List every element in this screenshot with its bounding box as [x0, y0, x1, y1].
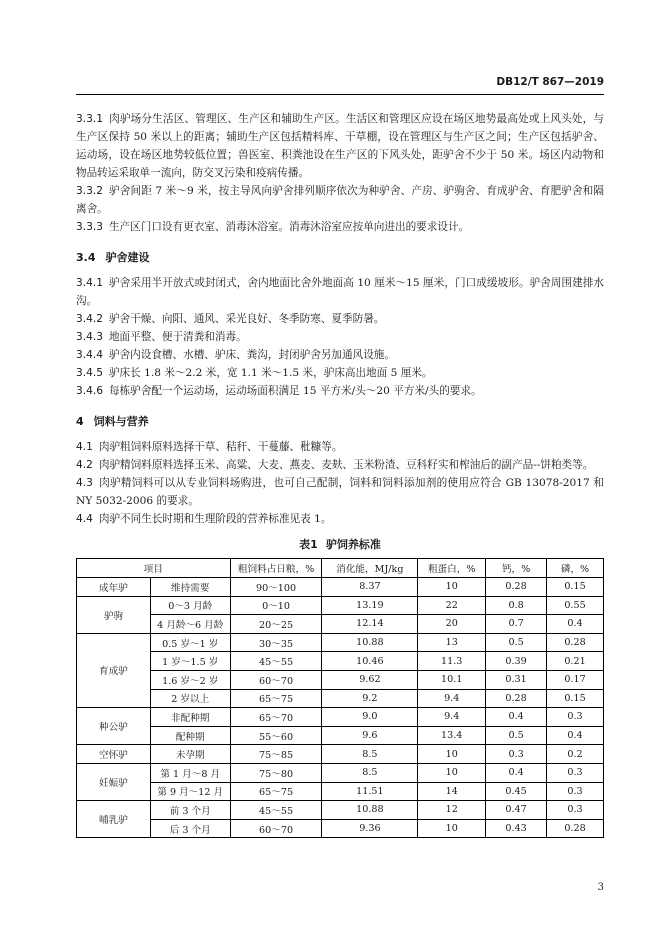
clause-number: 4.3	[76, 477, 93, 489]
cell-phosphorus: 0.17	[547, 670, 604, 689]
cell-calcium: 0.5	[486, 633, 547, 652]
cell-protein: 14	[418, 782, 486, 801]
cell-phosphorus: 0.21	[547, 652, 604, 671]
clause-text: 每栋驴舍配一个运动场，运动场面积满足 15 平方米/头～20 平方米/头的要求。	[108, 385, 482, 397]
clause-paragraph	[76, 474, 604, 510]
cell-energy: 9.62	[322, 670, 418, 689]
clause-paragraph	[76, 438, 604, 456]
section-3-3	[76, 110, 604, 236]
cell-phosphorus: 0.15	[547, 689, 604, 708]
table-row	[77, 782, 604, 801]
cell-phosphorus: 0.3	[547, 763, 604, 782]
cell-energy: 9.0	[322, 708, 418, 727]
clause-text: 地面平整、便于清粪和消毒。	[108, 331, 247, 343]
cell-stage: 配种期	[150, 726, 230, 745]
clause-text: 肉驴精饲料可以从专业饲料场购进，也可自己配制，饲料和饲料添加剂的使用应符合 GB 13078-2017 和 NY 5032-2006 的要求。	[76, 477, 604, 507]
clause-text: 肉驴粗饲料原料选择干草、秸秆、干蔓藤、秕糠等。	[98, 441, 343, 453]
clause-text: 肉驴不同生长时期和生理阶段的营养标准见表 1。	[98, 513, 332, 525]
cell-roughage: 30～35	[230, 633, 322, 652]
cell-calcium: 0.4	[486, 763, 547, 782]
cell-calcium: 0.4	[486, 708, 547, 727]
cell-energy: 9.36	[322, 819, 418, 838]
cell-protein: 10	[418, 745, 486, 764]
header-calcium: 钙，%	[486, 559, 547, 578]
table-caption	[76, 536, 604, 552]
section-4-heading	[76, 413, 604, 429]
section-number: 3.4	[76, 251, 96, 264]
clause-text: 驴床长 1.8 米～2.2 米，宽 1.1 米～1.5 米，驴床高出地面 5 厘米。	[108, 367, 433, 379]
clause-paragraph	[76, 364, 604, 382]
cell-stage: 2 岁以上	[150, 689, 230, 708]
cell-protein: 11.3	[418, 652, 486, 671]
cell-protein: 12	[418, 801, 486, 820]
clause-paragraph	[76, 456, 604, 474]
cell-roughage: 0～10	[230, 596, 322, 615]
clause-text: 驴舍间距 7 米～9 米，按主导风向驴舍排列顺序依次为种驴舍、产房、驴驹舍、育成驴舍、育肥驴舍和隔离舍。	[76, 185, 604, 215]
cell-stage: 未孕期	[150, 745, 230, 764]
section-title: 驴舍建设	[105, 251, 150, 264]
cell-phosphorus: 0.3	[547, 782, 604, 801]
table-header-row	[77, 559, 604, 578]
cell-stage: 维持需要	[150, 578, 230, 597]
table-row	[77, 763, 604, 782]
cell-energy: 10.88	[322, 801, 418, 820]
cell-roughage: 20～25	[230, 615, 322, 634]
cell-stage: 4 月龄～6 月龄	[150, 615, 230, 634]
cell-calcium: 0.47	[486, 801, 547, 820]
section-4	[76, 438, 604, 528]
cell-protein: 10	[418, 819, 486, 838]
clause-number: 3.4.5	[76, 367, 103, 379]
clause-paragraph	[76, 382, 604, 400]
cell-calcium: 0.28	[486, 689, 547, 708]
page-number: 3	[597, 882, 604, 893]
clause-number: 3.3.3	[76, 221, 103, 233]
section-number: 4	[76, 415, 84, 428]
cell-protein: 13.4	[418, 726, 486, 745]
clause-paragraph	[76, 218, 604, 236]
cell-phosphorus: 0.55	[547, 596, 604, 615]
clause-paragraph	[76, 182, 604, 218]
clause-paragraph	[76, 310, 604, 328]
clause-text: 肉驴场分生活区、管理区、生产区和辅助生产区。生活区和管理区应设在场区地势最高处或上风头处，与生产区保持 50 米以上的距离；辅助生产区包括精料库、干草棚，设在管理区与生产区之间；生产区包括驴舍、运动场，设在场区地势较低位置；兽医室、积粪池设在生产区的下风头处，距驴舍不少于 50 米。场区内动物和物品转运采取单一流向，防交叉污染和疫病传播。	[76, 113, 604, 179]
cell-stage: 第 1 月～8 月	[150, 763, 230, 782]
section-title: 饲料与营养	[93, 415, 149, 428]
table-row	[77, 726, 604, 745]
group-cell: 成年驴	[77, 578, 151, 597]
table-row	[77, 819, 604, 838]
cell-phosphorus: 0.28	[547, 819, 604, 838]
cell-energy: 9.6	[322, 726, 418, 745]
clause-text: 驴舍干燥、向阳、通风、采光良好、冬季防寒、夏季防暑。	[108, 313, 385, 325]
cell-protein: 9.4	[418, 689, 486, 708]
header-rule	[76, 94, 604, 95]
clause-text: 驴舍内设食槽、水槽、驴床、粪沟，封闭驴舍另加通风设施。	[108, 349, 395, 361]
cell-calcium: 0.3	[486, 745, 547, 764]
cell-calcium: 0.43	[486, 819, 547, 838]
cell-protein: 10	[418, 763, 486, 782]
cell-energy: 10.88	[322, 633, 418, 652]
cell-stage: 后 3 个月	[150, 819, 230, 838]
cell-calcium: 0.28	[486, 578, 547, 597]
clause-number: 3.4.2	[76, 313, 103, 325]
cell-roughage: 55～60	[230, 726, 322, 745]
clause-number: 3.4.4	[76, 349, 103, 361]
table-number: 表1	[299, 538, 318, 551]
header-energy: 消化能，MJ/kg	[322, 559, 418, 578]
cell-energy: 13.19	[322, 596, 418, 615]
cell-calcium: 0.5	[486, 726, 547, 745]
cell-protein: 10	[418, 578, 486, 597]
cell-phosphorus: 0.4	[547, 615, 604, 634]
cell-phosphorus: 0.3	[547, 801, 604, 820]
cell-energy: 11.51	[322, 782, 418, 801]
section-3-4	[76, 274, 604, 400]
cell-roughage: 45～55	[230, 801, 322, 820]
clause-paragraph	[76, 274, 604, 310]
table-row	[77, 633, 604, 652]
clause-paragraph	[76, 328, 604, 346]
clause-paragraph	[76, 346, 604, 364]
group-cell: 哺乳驴	[77, 801, 151, 838]
cell-phosphorus: 0.28	[547, 633, 604, 652]
table-row	[77, 689, 604, 708]
cell-energy: 10.46	[322, 652, 418, 671]
cell-roughage: 75～80	[230, 763, 322, 782]
table-row	[77, 745, 604, 764]
cell-roughage: 65～75	[230, 782, 322, 801]
header-roughage: 粗饲料占日粮，%	[230, 559, 322, 578]
group-cell: 育成驴	[77, 633, 151, 707]
feeding-standard-table	[76, 558, 604, 838]
group-cell: 种公驴	[77, 708, 151, 745]
clause-number: 3.3.1	[76, 113, 103, 125]
cell-phosphorus: 0.2	[547, 745, 604, 764]
table-row	[77, 670, 604, 689]
cell-energy: 9.2	[322, 689, 418, 708]
group-cell: 妊娠驴	[77, 763, 151, 800]
cell-calcium: 0.8	[486, 596, 547, 615]
clause-text: 肉驴精饲料原料选择玉米、高粱、大麦、燕麦、麦麸、玉米粉渣、豆科籽实和榨油后的副产品--饼粕类等。	[98, 459, 594, 471]
cell-stage: 前 3 个月	[150, 801, 230, 820]
document-body	[76, 110, 604, 838]
cell-phosphorus: 0.15	[547, 578, 604, 597]
table-row	[77, 596, 604, 615]
cell-roughage: 65～70	[230, 708, 322, 727]
clause-text: 生产区门口设有更衣室、消毒沐浴室。消毒沐浴室应按单向进出的要求设计。	[108, 221, 470, 233]
cell-energy: 8.37	[322, 578, 418, 597]
cell-protein: 13	[418, 633, 486, 652]
cell-roughage: 90～100	[230, 578, 322, 597]
header-phosphorus: 磷，%	[547, 559, 604, 578]
cell-stage: 1 岁～1.5 岁	[150, 652, 230, 671]
cell-calcium: 0.45	[486, 782, 547, 801]
doc-code: DB12/T 867—2019	[496, 76, 604, 88]
clause-number: 3.4.6	[76, 385, 103, 397]
table-row	[77, 801, 604, 820]
table-row	[77, 578, 604, 597]
header-item: 项目	[77, 559, 231, 578]
cell-energy: 8.5	[322, 763, 418, 782]
cell-protein: 10.1	[418, 670, 486, 689]
group-cell: 空怀驴	[77, 745, 151, 764]
cell-stage: 0.5 岁～1 岁	[150, 633, 230, 652]
group-cell: 驴驹	[77, 596, 151, 633]
cell-roughage: 45～55	[230, 652, 322, 671]
cell-calcium: 0.7	[486, 615, 547, 634]
cell-protein: 9.4	[418, 708, 486, 727]
cell-stage: 0～3 月龄	[150, 596, 230, 615]
table-row	[77, 708, 604, 727]
cell-calcium: 0.39	[486, 652, 547, 671]
cell-phosphorus: 0.3	[547, 708, 604, 727]
clause-number: 3.3.2	[76, 185, 103, 197]
clause-number: 4.1	[76, 441, 93, 453]
cell-roughage: 60～70	[230, 819, 322, 838]
table-title: 驴饲养标准	[325, 538, 381, 551]
cell-roughage: 65～75	[230, 689, 322, 708]
table-row	[77, 615, 604, 634]
clause-text: 驴舍采用半开放式或封闭式，舍内地面比舍外地面高 10 厘米～15 厘米，门口成缓坡形。驴舍周围建排水沟。	[76, 277, 604, 307]
table-row	[77, 652, 604, 671]
cell-stage: 第 9 月～12 月	[150, 782, 230, 801]
clause-number: 4.4	[76, 513, 93, 525]
header-protein: 粗蛋白，%	[418, 559, 486, 578]
clause-number: 4.2	[76, 459, 93, 471]
clause-number: 3.4.1	[76, 277, 103, 289]
clause-paragraph	[76, 510, 604, 528]
cell-calcium: 0.31	[486, 670, 547, 689]
cell-roughage: 60～70	[230, 670, 322, 689]
section-3-4-heading	[76, 249, 604, 265]
cell-stage: 非配种期	[150, 708, 230, 727]
clause-paragraph	[76, 110, 604, 182]
cell-stage: 1.6 岁～2 岁	[150, 670, 230, 689]
cell-energy: 8.5	[322, 745, 418, 764]
cell-energy: 12.14	[322, 615, 418, 634]
cell-phosphorus: 0.4	[547, 726, 604, 745]
cell-protein: 20	[418, 615, 486, 634]
clause-number: 3.4.3	[76, 331, 103, 343]
cell-roughage: 75～85	[230, 745, 322, 764]
cell-protein: 22	[418, 596, 486, 615]
